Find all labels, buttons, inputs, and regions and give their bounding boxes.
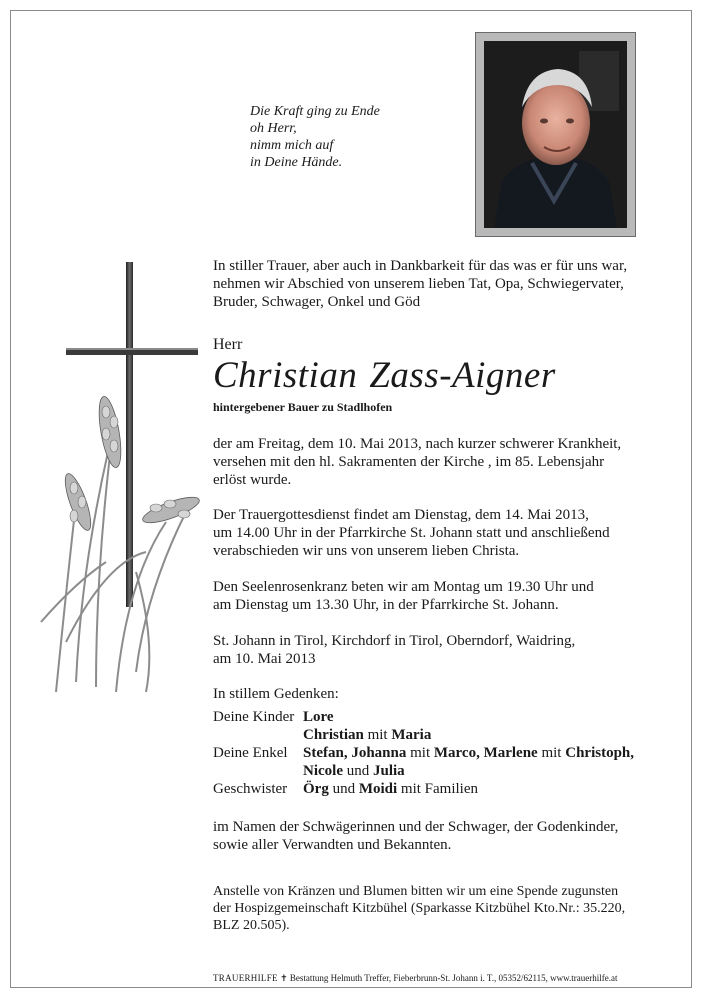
family-row-children xyxy=(213,726,634,744)
family-name: Lore xyxy=(303,709,334,725)
family-name: Moidi xyxy=(358,781,398,797)
text-line: am Dienstag um 13.30 Uhr, in der Pfarrkirche St. Johann. xyxy=(213,597,559,613)
text-line: der Hospizgemeinschaft Kitzbühel (Sparkasse Kitzbühel Kto.Nr.: 35.220, xyxy=(213,901,626,916)
place-date xyxy=(213,632,575,668)
first-name: Christian xyxy=(213,355,358,396)
in-name-text xyxy=(213,818,618,854)
text-line: erlöst wurde. xyxy=(213,472,292,488)
family-name: Örg xyxy=(303,781,329,797)
text-line: St. Johann in Tirol, Kirchdorf in Tirol, Oberndorf, Waidring, xyxy=(213,633,576,649)
footer-text: Bestattung Helmuth Treffer, Fieberbrunn-St. Johann i. T., 05352/62115, www.trauerhilfe.at xyxy=(289,973,618,983)
rosary-info xyxy=(213,578,594,614)
text-line: sowie aller Verwandten und Bekannten. xyxy=(213,837,452,853)
footer xyxy=(213,973,618,984)
cross-and-wheat-illustration xyxy=(36,262,208,702)
poem-line: nimm mich auf xyxy=(250,138,334,153)
text-line: der am Freitag, dem 10. Mai 2013, nach kurzer schwerer Krankheit, xyxy=(213,436,622,452)
family-name: Christian xyxy=(303,727,364,743)
footer-brand: TRAUERHILFE xyxy=(213,973,278,983)
family-list xyxy=(213,708,634,798)
family-name: Stefan, Johanna xyxy=(303,745,407,761)
death-notice xyxy=(213,435,621,489)
text-line: Anstelle von Kränzen und Blumen bitten wir um eine Spende zugunsten xyxy=(213,884,619,899)
connector-text: mit Familien xyxy=(397,781,479,797)
text-line: um 14.00 Uhr in der Pfarrkirche St. Johann statt und anschließend xyxy=(213,525,610,541)
connector-text: mit xyxy=(363,727,392,743)
poem-line: Die Kraft ging zu Ende xyxy=(250,104,380,119)
cross-icon: ✝ xyxy=(280,973,288,983)
portrait-photo xyxy=(484,41,627,228)
connector-text: mit xyxy=(537,745,566,761)
text-line: im Namen der Schwägerinnen und der Schwager, der Godenkinder, xyxy=(213,819,619,835)
portrait-frame xyxy=(475,32,636,237)
connector-text: und xyxy=(328,781,359,797)
intro-line: Bruder, Schwager, Onkel und Göd xyxy=(213,294,421,310)
intro-text xyxy=(213,257,627,311)
deceased-subtitle: hintergebener Bauer zu Stadlhofen xyxy=(213,400,393,414)
family-name: Christoph, xyxy=(565,745,635,761)
family-label: Deine Enkel xyxy=(213,745,288,761)
last-name: Zass-Aigner xyxy=(369,355,556,396)
family-row-siblings xyxy=(213,780,634,798)
intro-line: nehmen wir Abschied von unserem lieben Tat, Opa, Schwiegervater, xyxy=(213,276,624,292)
donation-text xyxy=(213,883,625,934)
deceased-name xyxy=(213,354,556,397)
text-line: Den Seelenrosenkranz beten wir am Montag um 19.30 Uhr und xyxy=(213,579,594,595)
family-name: Nicole xyxy=(303,763,343,779)
family-name: Maria xyxy=(391,727,432,743)
text-line: BLZ 20.505). xyxy=(213,918,290,933)
text-line: Der Trauergottesdienst findet am Dienstag, dem 14. Mai 2013, xyxy=(213,507,589,523)
poem xyxy=(250,103,380,171)
family-name: Julia xyxy=(372,763,405,779)
memory-heading: In stillem Gedenken: xyxy=(213,686,339,702)
intro-line: In stiller Trauer, aber auch in Dankbarkeit für das was er für uns war, xyxy=(213,258,628,274)
poem-line: in Deine Hände. xyxy=(250,155,343,170)
text-line: verabschieden wir uns von unserem lieben Christa. xyxy=(213,543,520,559)
connector-text: mit xyxy=(406,745,434,761)
family-row-children xyxy=(213,708,634,726)
poem-line: oh Herr, xyxy=(250,121,297,136)
text-line: am 10. Mai 2013 xyxy=(213,651,316,667)
family-row-grandchildren xyxy=(213,744,634,762)
funeral-info xyxy=(213,506,610,560)
family-name: Marco, Marlene xyxy=(433,745,538,761)
family-row-grandchildren xyxy=(213,762,634,780)
family-label: Geschwister xyxy=(213,781,288,797)
salutation: Herr xyxy=(213,336,243,353)
connector-text: und xyxy=(342,763,373,779)
text-line: versehen mit den hl. Sakramenten der Kirche , im 85. Lebensjahr xyxy=(213,454,605,470)
family-label: Deine Kinder xyxy=(213,709,295,725)
